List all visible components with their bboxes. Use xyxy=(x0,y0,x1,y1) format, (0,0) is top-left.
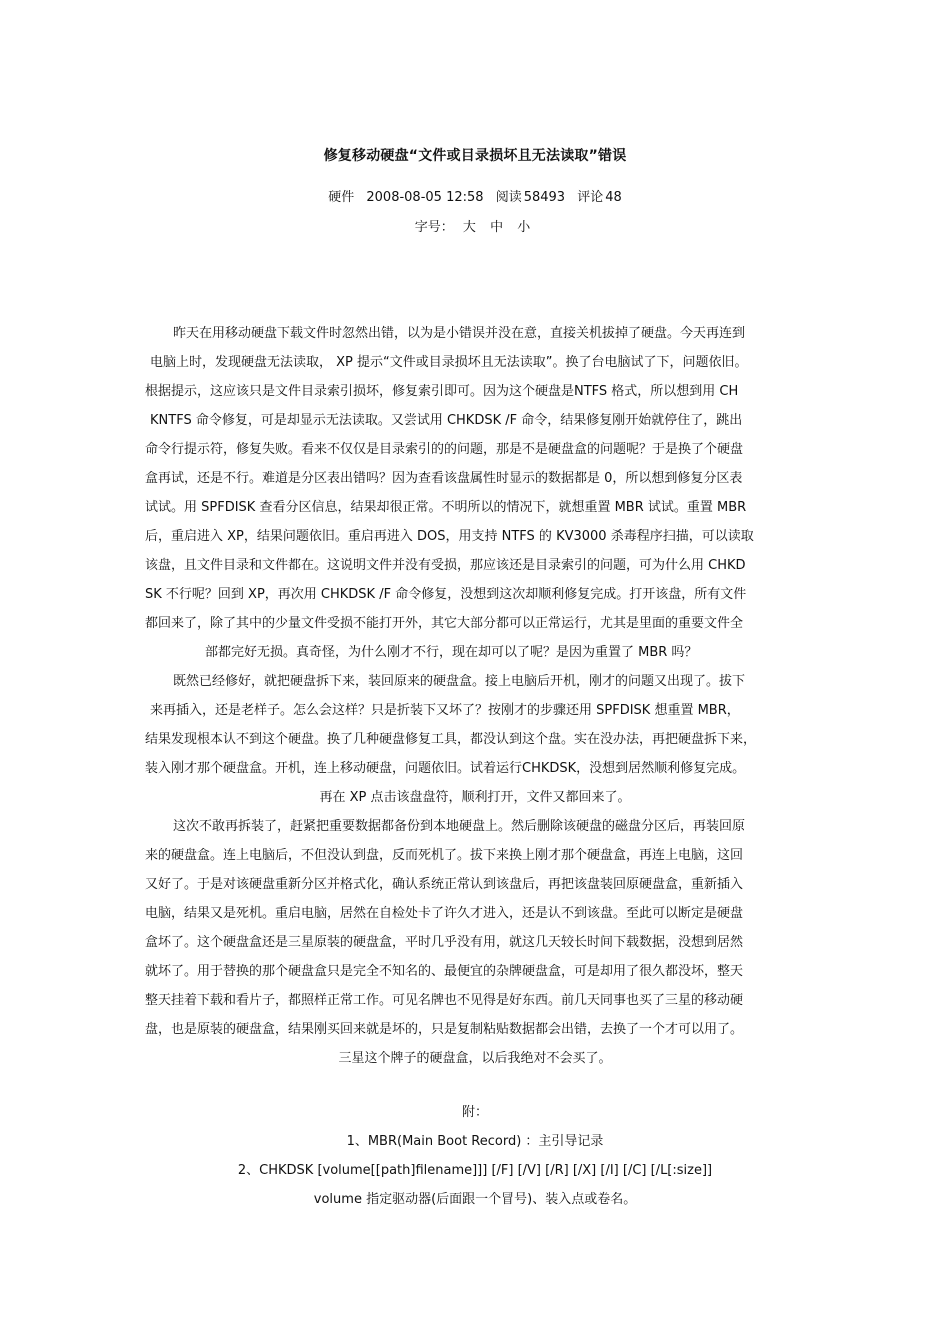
body-line: 命令行提示符，修复失败。看来不仅仅是目录索引的的问题，那是不是硬盘盒的问题呢？于是换了个硬盘 xyxy=(145,442,744,457)
body-line: 试试。用 SPFDISK 查看分区信息，结果却很正常。不明所以的情况下，就想重置 MBR 试试。重置 MBR xyxy=(145,500,747,515)
meta-category[interactable]: 硬件 xyxy=(328,190,355,205)
body-line: 都回来了，除了其中的少量文件受损不能打开外，其它大部分都可以正常运行，尤其是里面的重要文件全 xyxy=(145,616,744,631)
body-line: 电脑，结果又是死机。重启电脑，居然在自检处卡了许久才进入，还是认不到该盘。至此可以断定是硬盘 xyxy=(145,906,744,921)
meta-comments-count: 48 xyxy=(605,190,622,205)
body-line: 三星这个牌子的硬盘盒，以后我绝对不会买了。 xyxy=(338,1051,612,1066)
body-line: 来再插入，还是老样子。怎么会这样？只是折装下又坏了？按刚才的步骤还用 SPFDISK 想重置 MBR， xyxy=(150,703,740,718)
appendix-item: volume 指定驱动器(后面跟一个冒号)、装入点或卷名。 xyxy=(313,1192,637,1207)
body-line: 就坏了。用于替换的那个硬盘盒只是完全不知名的、最便宜的杂牌硬盘盒，可是却用了很久都没坏，整天 xyxy=(145,964,744,979)
font-size-selector xyxy=(0,216,950,235)
body-line: 根据提示，这应该只是文件目录索引损坏，修复索引即可。因为这个硬盘是NTFS 格式，所以想到用 CH xyxy=(145,384,739,399)
body-line: 盒再试，还是不行。难道是分区表出错吗？因为查看该盘属性时显示的数据都是 0，所以想到修复分区表 xyxy=(145,471,743,486)
meta-datetime: 2008-08-05 12:58 xyxy=(366,190,484,205)
article-meta xyxy=(0,186,950,205)
body-line: 又好了。于是对该硬盘重新分区并格式化，确认系统正常认到该盘后，再把该盘装回原硬盘盒，重新插入 xyxy=(145,877,744,892)
appendix-item: 1、MBR(Main Boot Record) ：主引导记录 xyxy=(346,1134,604,1149)
appendix-heading: 附： xyxy=(461,1105,488,1120)
font-size-large[interactable]: 大 xyxy=(462,220,476,235)
body-line: 该盘，且文件目录和文件都在。这说明文件并没有受损，那应该还是目录索引的问题，可为什么用 CHKD xyxy=(145,558,746,573)
meta-reads xyxy=(496,190,565,205)
font-size-medium[interactable]: 中 xyxy=(490,220,504,235)
body-line: 既然已经修好，就把硬盘拆下来，装回原来的硬盘盒。接上电脑后开机，刚才的问题又出现了。拔下 xyxy=(173,674,746,689)
appendix-item: 2、CHKDSK [volume[[path]filename]]] [/F] [/V] [/R] [/X] [/I] [/C] [/L[:size]] xyxy=(237,1163,713,1178)
body-line: 这次不敢再拆装了，赶紧把重要数据都备份到本地硬盘上。然后删除该硬盘的磁盘分区后，再装回原 xyxy=(173,819,746,834)
meta-reads-label: 阅读 xyxy=(495,190,522,205)
body-line: 装入刚才那个硬盘盒。开机，连上移动硬盘，问题依旧。试着运行CHKDSK，没想到居然顺利修复完成。 xyxy=(145,761,746,776)
body-line: 再在 XP 点击该盘盘符，顺利打开，文件又都回来了。 xyxy=(319,790,631,805)
body-line: 盒坏了。这个硬盘盒还是三星原装的硬盘盒，平时几乎没有用，就这几天较长时间下载数据，没想到居然 xyxy=(145,935,744,950)
body-line: 整天挂着下载和看片子，都照样正常工作。可见名牌也不见得是好东西。前几天同事也买了三星的移动硬 xyxy=(145,993,744,1008)
article-title: 修复移动硬盘“文件或目录损坏且无法读取”错误 xyxy=(323,148,627,164)
meta-reads-count: 58493 xyxy=(523,190,566,205)
font-size-label: 字号： xyxy=(414,220,454,235)
body-line: 电脑上时，发现硬盘无法读取， XP 提示“文件或目录损坏且无法读取”。换了台电脑试了下，问题依旧。 xyxy=(150,355,748,370)
body-line: 结果发现根本认不到这个硬盘。换了几种硬盘修复工具，都没认到这个盘。实在没办法，再把硬盘拆下来， xyxy=(145,732,757,747)
body-line: KNTFS 命令修复，可是却显示无法读取。又尝试用 CHKDSK /F 命令，结果修复刚开始就停住了，跳出 xyxy=(150,413,743,428)
body-line: 部都完好无损。真奇怪，为什么刚才不行，现在却可以了呢？是因为重置了 MBR 吗？ xyxy=(205,645,698,660)
body-line: 来的硬盘盒。连上电脑后，不但没认到盘，反而死机了。拔下来换上刚才那个硬盘盒，再连上电脑，这回 xyxy=(145,848,744,863)
meta-comments-label: 评论 xyxy=(577,190,604,205)
body-line: SK 不行呢？回到 XP，再次用 CHKDSK /F 命令修复，没想到这次却顺利修复完成。打开该盘，所有文件 xyxy=(145,587,747,602)
font-size-small[interactable]: 小 xyxy=(517,220,531,235)
body-line: 盘，也是原装的硬盘盒，结果刚买回来就是坏的，只是复制粘贴数据都会出错，去换了一个才可以用了。 xyxy=(145,1022,744,1037)
body-line: 昨天在用移动硬盘下载文件时忽然出错，以为是小错误并没在意，直接关机拔掉了硬盘。今天再连到 xyxy=(173,326,746,341)
body-line: 后，重启进入 XP，结果问题依旧。重启再进入 DOS，用支持 NTFS 的 KV3000 杀毒程序扫描，可以读取 xyxy=(145,529,754,544)
meta-comments[interactable] xyxy=(577,190,622,205)
